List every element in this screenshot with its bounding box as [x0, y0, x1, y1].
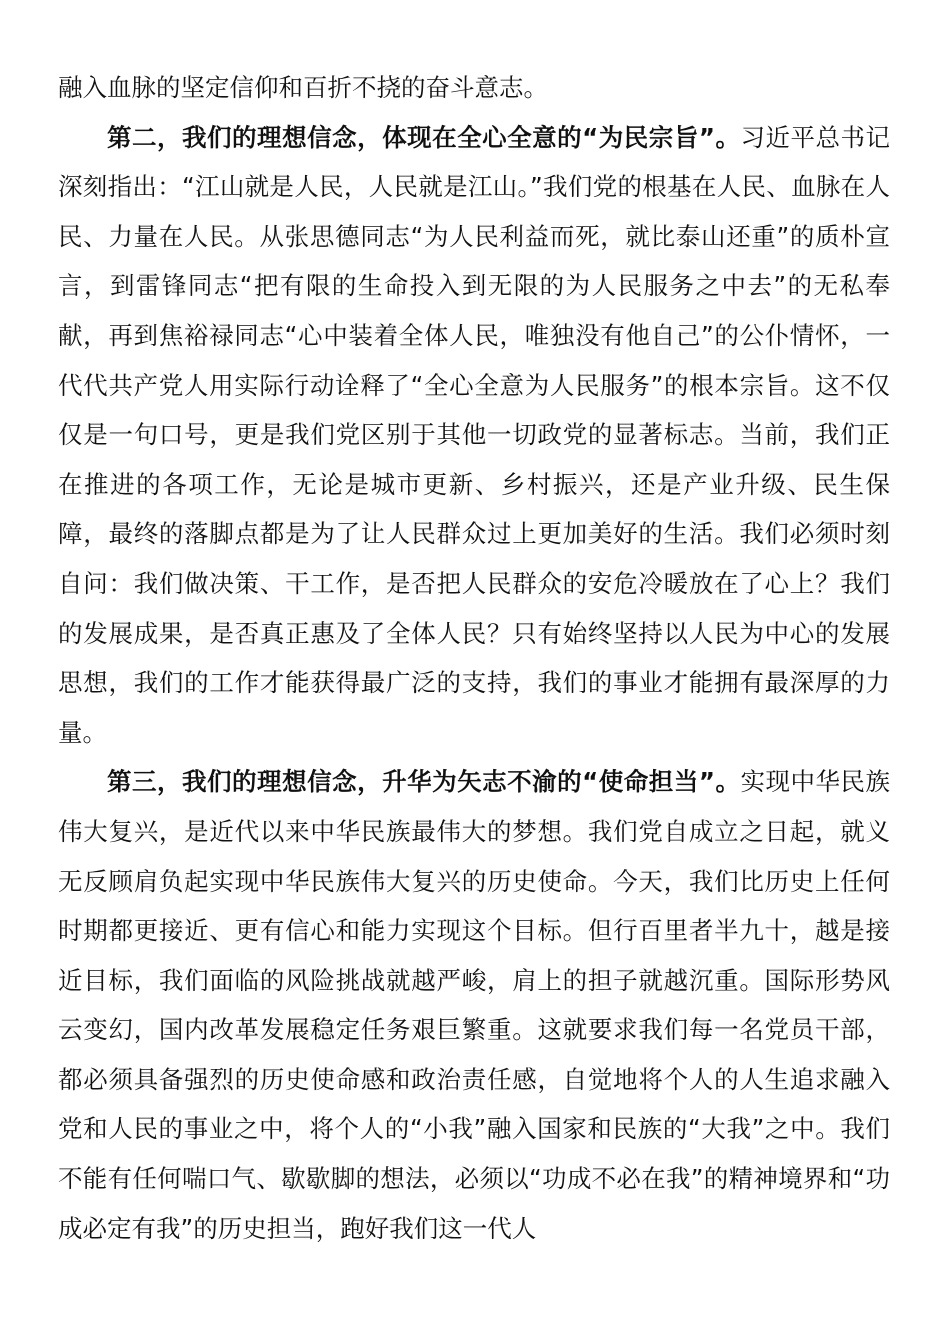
- document-page: [58, 63, 890, 1253]
- paragraph-heading: 第三，我们的理想信念，升华为矢志不渝的“使命担当”。: [107, 767, 741, 797]
- paragraph-body: 实现中华民族伟大复兴，是近代以来中华民族最伟大的梦想。我们党自成立之日起，就义无反顾肩负起实现中华民族伟大复兴的历史使命。今天，我们比历史上任何时期都更接近、更有信心和能力实现这个目标。但行百里者半九十，越是接近目标，我们面临的风险挑战就越严峻，肩上的担子就越沉重。国际形势风云变幻，国内改革发展稳定任务艰巨繁重。这就要求我们每一名党员干部，都必须具备强烈的历史使命感和政治责任感，自觉地将个人的人生追求融入党和人民的事业之中，将个人的“小我”融入国家和民族的“大我”之中。我们不能有任何喘口气、歇歇脚的想法，必须以“功成不必在我”的精神境界和“功成必定有我”的历史担当，跑好我们这一代人: [58, 767, 891, 1243]
- paragraph-third-point: [58, 757, 890, 1253]
- paragraph-body: 融入血脉的坚定信仰和百折不挠的奋斗意志。: [58, 73, 548, 102]
- paragraph-body: 习近平总书记深刻指出：“江山就是人民，人民就是江山。”我们党的根基在人民、血脉在人民、力量在人民。从张思德同志“为人民利益而死，就比泰山还重”的质朴宣言，到雷锋同志“把有限的生命投入到无限的为人民服务之中去”的无私奉献，再到焦裕禄同志“心中装着全体人民，唯独没有他自己”的公仆情怀，一代代共产党人用实际行动诠释了“全心全意为人民服务”的根本宗旨。这不仅仅是一句口号，更是我们党区别于其他一切政党的显著标志。当前，我们正在推进的各项工作，无论是城市更新、乡村振兴，还是产业升级、民生保障，最终的落脚点都是为了让人民群众过上更加美好的生活。我们必须时刻自问：我们做决策、干工作，是否把人民群众的安危冷暖放在了心上？我们的发展成果，是否真正惠及了全体人民？只有始终坚持以人民为中心的发展思想，我们的工作才能获得最广泛的支持，我们的事业才能拥有最深厚的力量。: [58, 122, 891, 747]
- paragraph-continuation: [58, 63, 890, 113]
- paragraph-heading: 第二，我们的理想信念，体现在全心全意的“为民宗旨”。: [107, 122, 741, 152]
- paragraph-second-point: [58, 113, 890, 758]
